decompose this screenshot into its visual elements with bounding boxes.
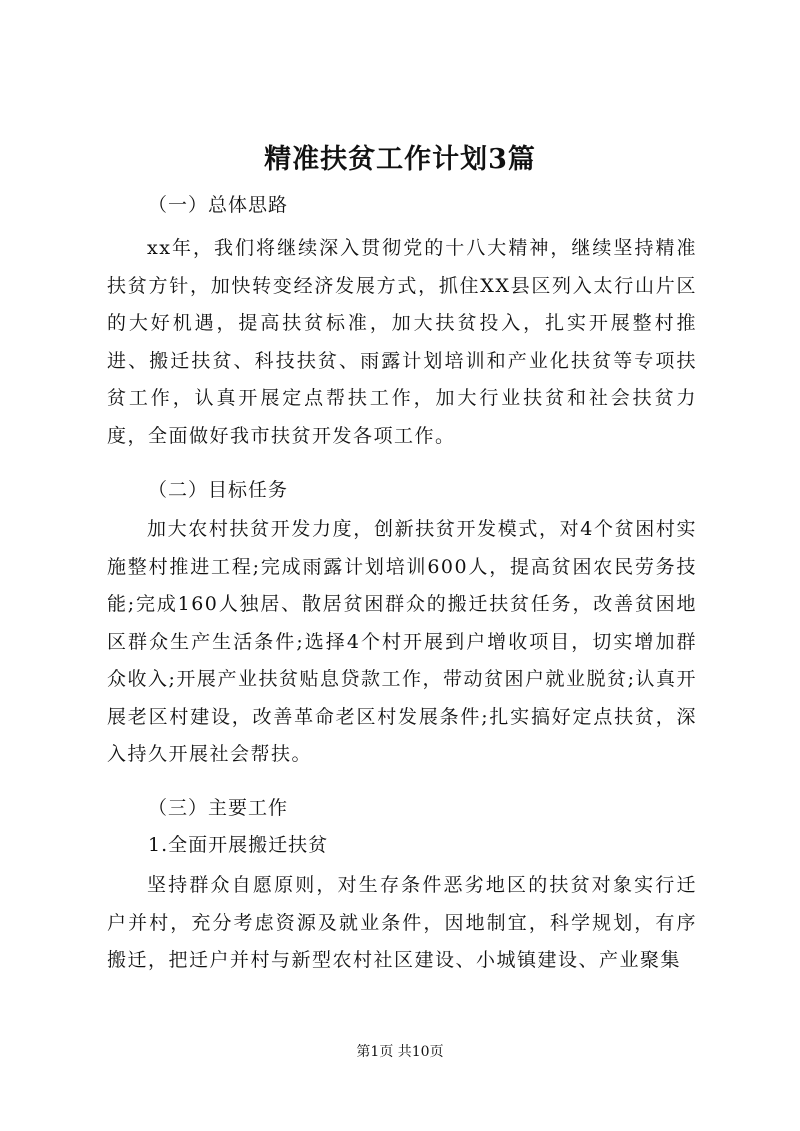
paragraph-overall-approach: xx年，我们将继续深入贯彻党的十八大精神，继续坚持精准扶贫方针，加快转变经济发展方式，抓住XX县区列入太行山片区的大好机遇，提高扶贫标准，加大扶贫投入，扎实开展整村推进、搬迁扶贫、科技扶贫、雨露计划培训和产业化扶贫等专项扶贫工作，认真开展定点帮扶工作，加大行业扶贫和社会扶贫力度，全面做好我市扶贫开发各项工作。 <box>107 237 697 447</box>
section-heading-main-work: （三）主要工作 <box>148 797 289 819</box>
paragraph-relocation: 坚持群众自愿原则，对生存条件恶劣地区的扶贫对象实行迁户并村，充分考虑资源及就业条件，因地制宜，科学规划，有序搬迁，把迁户并村与新型农村社区建设、小城镇建设、产业聚集 <box>107 874 697 971</box>
subsection-heading-relocation: 1.全面开展搬迁扶贫 <box>148 834 329 856</box>
document-title: 精准扶贫工作计划3篇 <box>264 144 536 175</box>
page-number-footer: 第1页 共10页 <box>356 1044 444 1060</box>
section-heading-overall-approach: （一）总体思路 <box>148 194 289 216</box>
paragraph-goals: 加大农村扶贫开发力度，创新扶贫开发模式，对4个贫困村实施整村推进工程;完成雨露计划培训600人，提高贫困农民劳务技能;完成160人独居、散居贫困群众的搬迁扶贫任务，改善贫困地区群众生产生活条件;选择4个村开展到户增收项目，切实增加群众收入;开展产业扶贫贴息贷款工作，带动贫困户就业脱贫;认真开展老区村建设，改善革命老区村发展条件;扎实搞好定点扶贫，深入持久开展社会帮扶。 <box>107 518 697 765</box>
section-heading-goals: （二）目标任务 <box>148 479 289 501</box>
